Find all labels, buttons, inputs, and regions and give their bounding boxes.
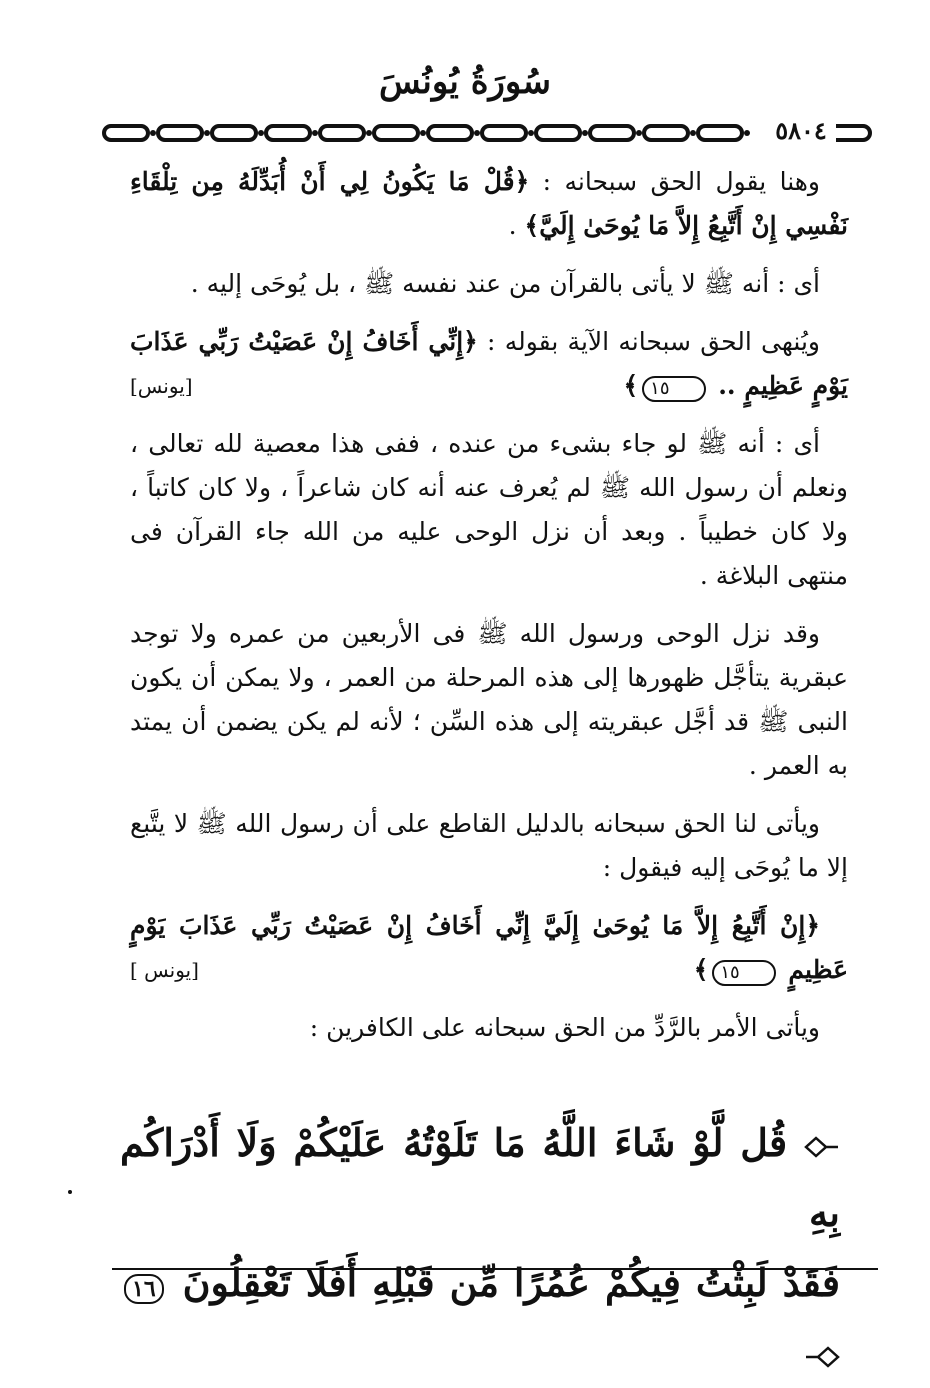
quote-close: ﴾ [623,371,639,400]
quran-verse-block [120,1108,840,1388]
text: ويُنهى الحق سبحانه الآية بقوله : [477,327,820,356]
paragraph-3 [130,320,848,408]
ayah-number: ١٦ [124,1274,164,1304]
verse-line-1 [120,1108,840,1248]
surah-title: سُورَةُ يُونُسَ [379,62,551,102]
page-body [130,160,848,1064]
quran-quote: ﴿إِنْ أَتَّبِعُ إِلاَّ مَا يُوحَىٰ إِلَيَّ إِنِّي أَخَافُ إِنْ عَصَيْتُ رَبِّي عَذَابَ يَوْمٍ عَظِيمٍ [130,911,848,984]
decorative-border [100,118,878,148]
surah-reference: [يونس] [130,374,193,398]
paragraph-1 [130,160,848,248]
footer-rule [112,1268,878,1270]
verse-text: قُل لَّوْ شَاءَ اللَّهُ مَا تَلَوْتُهُ عَلَيْكُمْ وَلَا أَدْرَاكُم بِهِ [120,1120,840,1235]
paragraph-6: ويأتى لنا الحق سبحانه بالدليل القاطع على أن رسول الله ﷺ لا يتَّبع إلا ما يُوحَى إليه فيقول : [130,809,848,882]
quran-quote: ﴿إِنِّي أَخَافُ إِنْ عَصَيْتُ رَبِّي عَذَابَ يَوْمٍ عَظِيمٍ .. [130,327,848,400]
paragraph-5: وقد نزل الوحى ورسول الله ﷺ فى الأربعين من عمره ولا توجد عبقرية يتأجَّل ظهورها إلى هذه المرحلة من العمر ، ولا يمكن أن يكون النبى ﷺ قد أجَّل عبقريته إلى هذه السِّن ؛ لأنه لم يكن يضمن أن يمتد به العمر . [130,619,848,780]
quran-quote: ﴿قُلْ مَا يَكُونُ لِي أَنْ أُبَدِّلَهُ مِن تِلْقَاءِ نَفْسِي إِنْ أَتَّبِعُ إِلاَّ مَا يُوحَىٰ إِلَيَّ﴾ [130,167,848,240]
margin-mark [68,1190,72,1194]
paragraph-2: أى : أنه ﷺ لا يأتى بالقرآن من عند نفسه ﷺ ، بل يُوحَى إليه . [190,269,820,298]
surah-reference: [يونس ] [130,958,199,982]
paragraph-8: ويأتى الأمر بالرَّدِّ من الحق سبحانه على الكافرين : [309,1013,820,1042]
page-number: ٥٨٠٤ [766,116,836,145]
text: . [508,211,525,240]
text: وهنا يقول الحق سبحانه : [529,167,820,196]
verse-end-ornament-icon [804,1342,840,1372]
verse-start-ornament-icon [804,1132,840,1162]
ayah-number: ١٥ [712,960,775,986]
paragraph-4: أى : أنه ﷺ لو جاء بشىء من عنده ، ففى هذا معصية لله تعالى ، ونعلم أن رسول الله ﷺ لم يُعرف عنه أنه كان شاعراً ، ولا كان كاتباً ، ولا كان خطيباً . وبعد أن نزل الوحى عليه من الله جاء القرآن فى منتهى البلاغة . [130,429,848,590]
paragraph-7 [130,904,848,992]
ayah-number: ١٥ [642,376,705,402]
verse-text: فَقَدْ لَبِثْتُ فِيكُمْ عُمُرًا مِّن قَبْلِهِ أَفَلَا تَعْقِلُونَ [182,1260,840,1305]
quote-close: ﴾ [693,955,709,984]
